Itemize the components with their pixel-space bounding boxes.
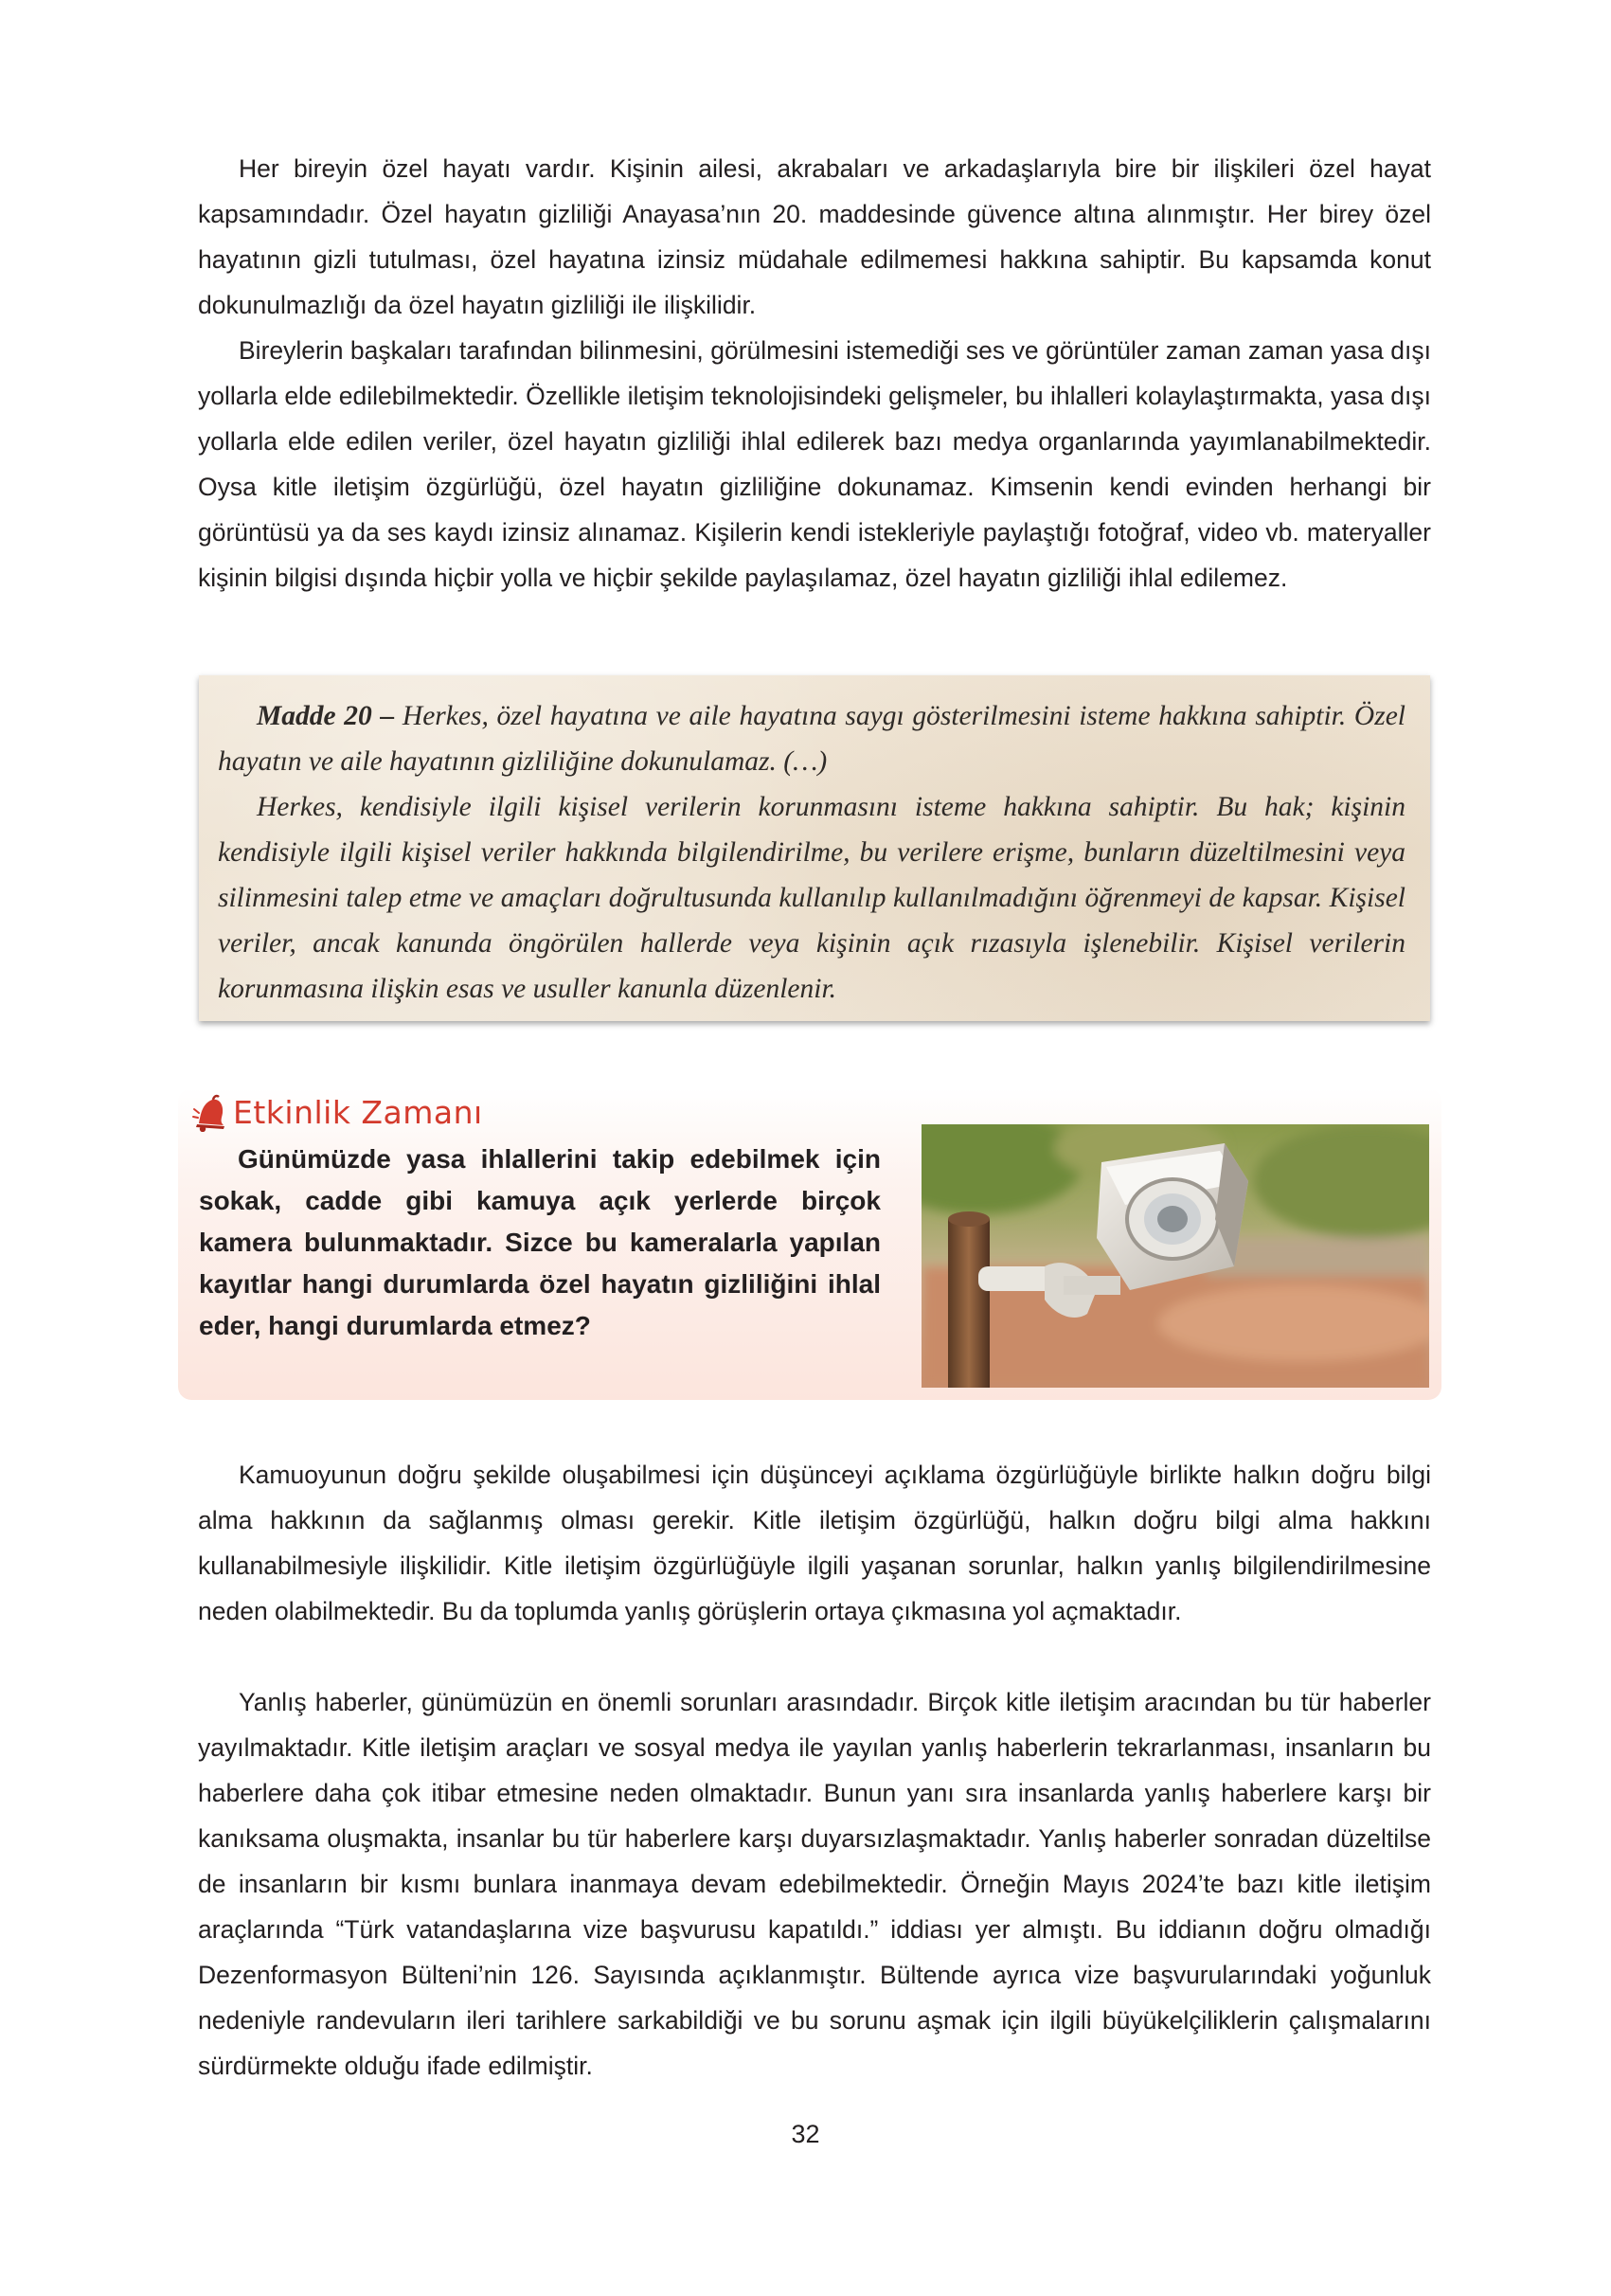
article-paragraph (218, 693, 1405, 784)
article-paragraph: Herkes, kendisiyle ilgili kişisel verilerin korunmasını isteme hakkına sahiptir. Bu hak; kişinin kendisiyle ilgili kişisel veriler hakkında bilgilendirilme, bu verilere erişme, bunların düzeltilmesini veya silinmesini talep etme ve amaçları doğrultusunda kullanılıp kullanılmadığını öğrenmeyi de kapsar. Kişisel veriler, ancak kanunda öngörülen hallerde veya kişinin açık rızasıyla işlenebilir. Kişisel verilerin korunmasına ilişkin esas ve usuller kanunla düzenlenir. (218, 792, 1405, 1004)
activity-title-text: Etkinlik Zamanı (233, 1093, 483, 1131)
security-camera-photo (922, 1124, 1429, 1388)
constitution-article-box (199, 675, 1430, 1021)
body-paragraph: Her bireyin özel hayatı vardır. Kişinin ailesi, akrabaları ve arkadaşlarıyla bire bir ilişkileri özel hayat kapsamındadır. Özel hayatın gizliliği Anayasa’nın 20. maddesinde güvence altına alınmıştır. Her birey özel hayatının gizli tutulması, özel hayatına izinsiz müdahale edilmemesi hakkına sahiptir. Bu kapsamda konut dokunulmazlığı da özel hayatın gizliliği ile ilişkilidir. (198, 154, 1431, 319)
body-paragraph: Kamuoyunun doğru şekilde oluşabilmesi için düşünceyi açıklama özgürlüğüyle birlikte halkın doğru bilgi alma hakkının da sağlanmış olması gerekir. Kitle iletişim özgürlüğü, halkın doğru bilgi alma hakkını kullanabilmesiyle ilişkilidir. Kitle iletişim özgürlüğüyle ilgili yaşanan sorunlar, halkın yanlış bilgilendirilmesine neden olabilmektedir. Bu da toplumda yanlış görüşlerin ortaya çıkmasına yol açmaktadır. (198, 1461, 1431, 1625)
article-text: Herkes, özel hayatına ve aile hayatına saygı gösterilmesini isteme hakkına sahiptir. Özel hayatın ve aile hayatının gizliliğine dokunulamaz. (…) (218, 701, 1405, 777)
activity-title (191, 1088, 483, 1136)
bell-icon (191, 1092, 227, 1132)
article-heading: Madde 20 – (257, 701, 395, 731)
activity-question: Günümüzde yasa ihlallerini takip edebilmek için sokak, cadde gibi kamuya açık yerlerde birçok kamera bulunmaktadır. Sizce bu kameralarla yapılan kayıtlar hangi durumlarda özel hayatın gizliliğini ihlal eder, hangi durumlarda etmez? (199, 1144, 881, 1340)
body-paragraph: Bireylerin başkaları tarafından bilinmesini, görülmesini istemediği ses ve görüntüler zaman zaman yasa dışı yollarla elde edilebilmektedir. Özellikle iletişim teknolojisindeki gelişmeler, bu ihlalleri kolaylaştırmakta, yasa dışı yollarla elde edilen veriler, özel hayatın gizliliği ihlal edilerek bazı medya organlarında yayımlanabilmektedir. Oysa kitle iletişim özgürlüğü, özel hayatın gizliliğine dokunamaz. Kimsenin kendi evinden herhangi bir görüntüsü ya da ses kaydı izinsiz alınamaz. Kişilerin kendi istekleriyle paylaştığı fotoğraf, video vb. materyaller kişinin bilgisi dışında hiçbir yolla ve hiçbir şekilde paylaşılamaz, özel hayatın gizliliği ihlal edilemez. (198, 336, 1432, 592)
body-paragraph: Yanlış haberler, günümüzün en önemli sorunları arasındadır. Birçok kitle iletişim aracından bu tür haberler yayılmaktadır. Kitle iletişim araçları ve sosyal medya ile yayılan yanlış haberlerin tekrarlanması, insanların bu haberlere daha çok itibar etmesine neden olmaktadır. Bunun yanı sıra insanlarda yanlış haberlere karşı bir kanıksama oluşmakta, insanlar bu tür haberlere karşı duyarsızlaşmaktadır. Yanlış haberler sonradan düzeltilse de insanların bir kısmı bunlara inanmaya devam edebilmektedir. Örneğin Mayıs 2024’te bazı kitle iletişim araçlarında “Türk vatandaşlarına vize başvurusu kapatıldı.” iddiası yer almıştı. Bu iddianın doğru olmadığı Dezenformasyon Bülteni’nin 126. Sayısında açıklanmıştır. Bültende ayrıca vize başvurularındaki yoğunluk nedeniyle randevuların ileri tarihlere sarkabildiği ve bu sorunu aşmak için ilgili büyükelçiliklerin çalışmalarını sürdürmekte olduğu ifade edilmiştir. (198, 1688, 1431, 2080)
activity-box (178, 1088, 1441, 1400)
page-number: 32 (791, 2120, 820, 2148)
